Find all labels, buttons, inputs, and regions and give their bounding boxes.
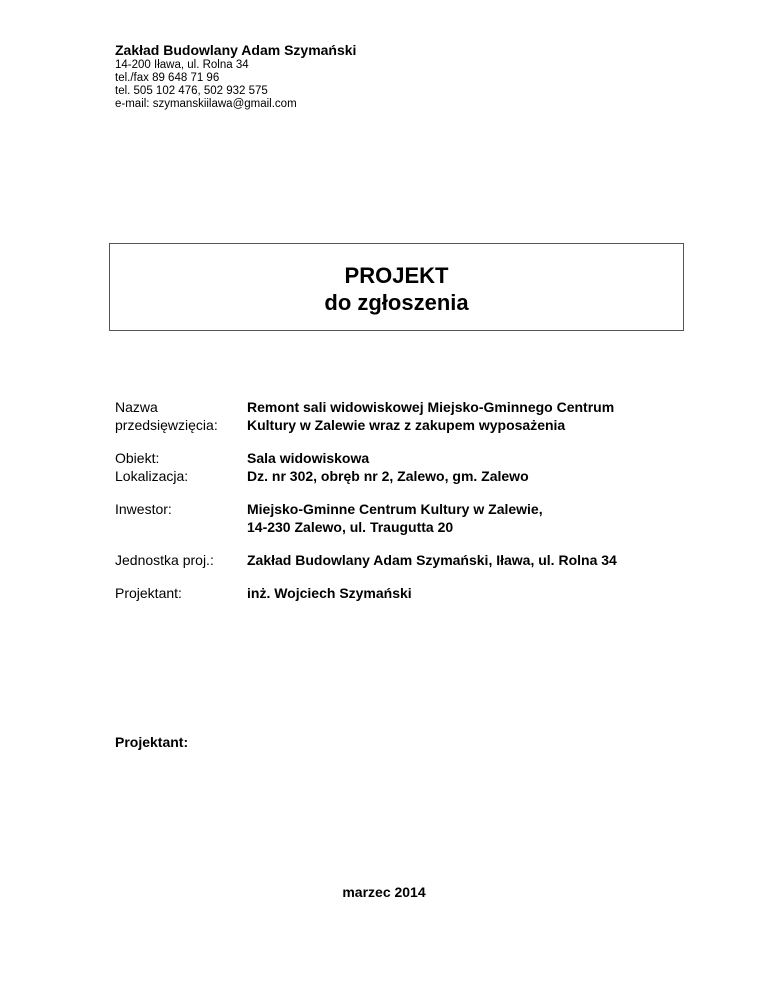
company-phone: tel. 505 102 476, 502 932 575 [115, 85, 268, 97]
company-fax: tel./fax 89 648 71 96 [115, 72, 220, 84]
info-label-line: Inwestor: [115, 501, 172, 517]
info-row-investor [115, 500, 675, 536]
info-label-line: Jednostka proj.: [115, 552, 214, 568]
info-label-line: Nazwa [115, 399, 158, 415]
title-box [109, 243, 684, 331]
info-value-line: Miejsko-Gminne Centrum Kultury w Zalewie, [247, 501, 543, 517]
info-label-line: Obiekt: [115, 450, 160, 466]
info-label-line: Lokalizacja: [115, 468, 189, 484]
info-value [247, 584, 412, 602]
info-label [115, 449, 247, 485]
info-value [247, 551, 617, 569]
info-row-designer [115, 584, 675, 602]
info-label-line: przedsięwzięcia: [115, 417, 218, 433]
company-address: 14-200 Iława, ul. Rolna 34 [115, 59, 249, 71]
info-label [115, 500, 247, 536]
info-value-line: Zakład Budowlany Adam Szymański, Iława, ul. Rolna 34 [247, 552, 617, 568]
info-value-line: Remont sali widowiskowej Miejsko-Gminnego Centrum [247, 399, 615, 415]
info-row-design-unit [115, 551, 675, 569]
document-title: PROJEKT [344, 263, 449, 288]
document-subtitle: do zgłoszenia [324, 290, 469, 315]
info-label [115, 584, 247, 602]
info-label [115, 398, 247, 434]
info-value [247, 449, 529, 485]
info-value-line: 14-230 Zalewo, ul. Traugutta 20 [247, 519, 454, 535]
signature-label: Projektant: [115, 734, 189, 750]
project-info [115, 398, 675, 617]
company-name: Zakład Budowlany Adam Szymański [115, 42, 357, 58]
company-email: e-mail: szymanskiilawa@gmail.com [115, 98, 297, 110]
info-value-line: Kultury w Zalewie wraz z zakupem wyposażenia [247, 417, 566, 433]
info-row-name [115, 398, 675, 434]
info-label [115, 551, 247, 569]
info-value [247, 500, 543, 536]
info-row-object [115, 449, 675, 485]
company-header [115, 42, 356, 111]
info-value-line: inż. Wojciech Szymański [247, 585, 412, 601]
info-value [247, 398, 614, 434]
info-value-line: Sala widowiskowa [247, 450, 370, 466]
info-label-line: Projektant: [115, 585, 182, 601]
info-value-line: Dz. nr 302, obręb nr 2, Zalewo, gm. Zalewo [247, 468, 529, 484]
document-date: marzec 2014 [342, 884, 426, 900]
